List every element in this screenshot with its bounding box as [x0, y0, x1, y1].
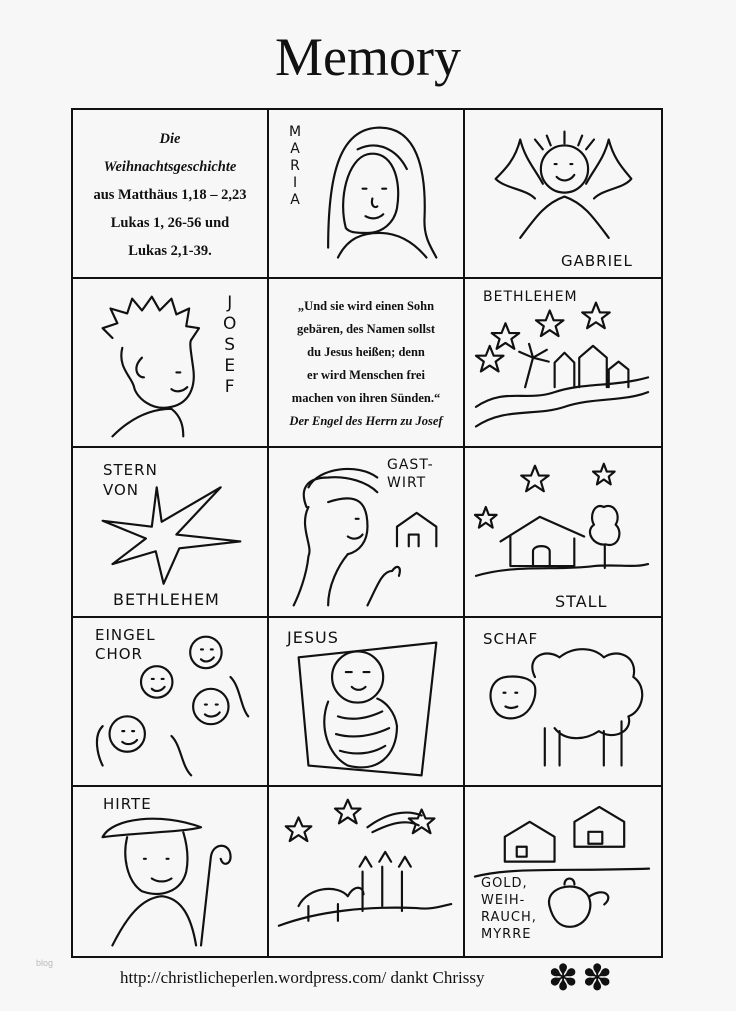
josef-drawing-icon [73, 279, 267, 446]
info-line-5: Lukas 2,1-39. [128, 242, 212, 259]
label-hirte: HIRTE [103, 794, 152, 813]
info-line-2: Weihnachtsgeschichte [103, 158, 237, 175]
card-stall[interactable] [465, 448, 661, 617]
label-josef: J O S E F [223, 293, 238, 398]
card-maria[interactable] [269, 110, 465, 279]
card-schaf[interactable] [465, 618, 661, 787]
label-gifts-line-3: RAUCH, [481, 909, 537, 925]
label-engelchor-line-2: CHOR [95, 644, 143, 663]
label-stern-line-3: BETHLEHEM [113, 590, 220, 610]
card-jesus[interactable] [269, 618, 465, 787]
label-stern-line-2: VON [103, 481, 140, 500]
innkeeper-drawing-icon [269, 448, 463, 615]
card-gifts[interactable] [465, 787, 661, 956]
card-info[interactable] [73, 110, 269, 279]
quote-line-1: „Und sie wird einen Sohn [297, 298, 435, 313]
memory-grid [71, 108, 663, 958]
info-line-3: aus Matthäus 1,18 – 2,23 [93, 186, 247, 203]
card-quote[interactable] [269, 279, 465, 448]
label-engelchor-line-1: EINGEL [95, 625, 156, 644]
label-gifts-line-2: WEIH- [481, 892, 526, 908]
quote-line-5: machen von ihren Sünden.“ [291, 390, 441, 405]
card-gastwirt[interactable] [269, 448, 465, 617]
label-jesus: JESUS [287, 627, 339, 647]
stable-drawing-icon [465, 448, 661, 615]
quote-line-2: gebären, des Namen sollst [297, 321, 435, 336]
card-stern[interactable] [73, 448, 269, 617]
info-line-1: Die [159, 130, 181, 147]
card-josef[interactable] [73, 279, 269, 448]
quote-text [275, 289, 457, 438]
info-text [79, 120, 261, 269]
watermark: blog [36, 958, 54, 968]
label-stern [103, 460, 158, 500]
label-gastwirt-line-2: WIRT [387, 475, 427, 492]
label-stern-line-1: STERN [103, 461, 158, 480]
footer-credit: http://christlicheperlen.wordpress.com/ dankt Chrissy [120, 968, 485, 987]
label-gabriel: GABRIEL [561, 252, 633, 270]
label-maria: M A R I A [289, 124, 303, 208]
label-gifts [481, 875, 537, 943]
quote-attribution: Der Engel des Herrn zu Josef [289, 413, 443, 428]
label-gifts-line-1: GOLD, [481, 875, 528, 891]
wise-men-drawing-icon [269, 787, 463, 956]
flower-decoration-icon: ✽✽ [548, 958, 617, 998]
label-gastwirt [387, 456, 434, 492]
quote-line-3: du Jesus heißen; denn [307, 344, 425, 359]
label-schaf: SCHAF [483, 629, 539, 648]
info-line-4: Lukas 1, 26-56 und [110, 214, 230, 231]
label-stall: STALL [555, 592, 608, 612]
card-engelchor[interactable] [73, 618, 269, 787]
page-title: Memory [275, 27, 461, 87]
card-gabriel[interactable] [465, 110, 661, 279]
label-engelchor [95, 626, 156, 664]
label-gastwirt-line-1: GAST- [387, 457, 434, 474]
card-magi[interactable] [269, 787, 465, 956]
label-bethlehem: BETHLEHEM [483, 289, 578, 306]
card-hirte[interactable] [73, 787, 269, 956]
card-bethlehem[interactable] [465, 279, 661, 448]
quote-line-4: er wird Menschen frei [307, 367, 425, 382]
label-gifts-line-4: MYRRE [481, 926, 532, 942]
